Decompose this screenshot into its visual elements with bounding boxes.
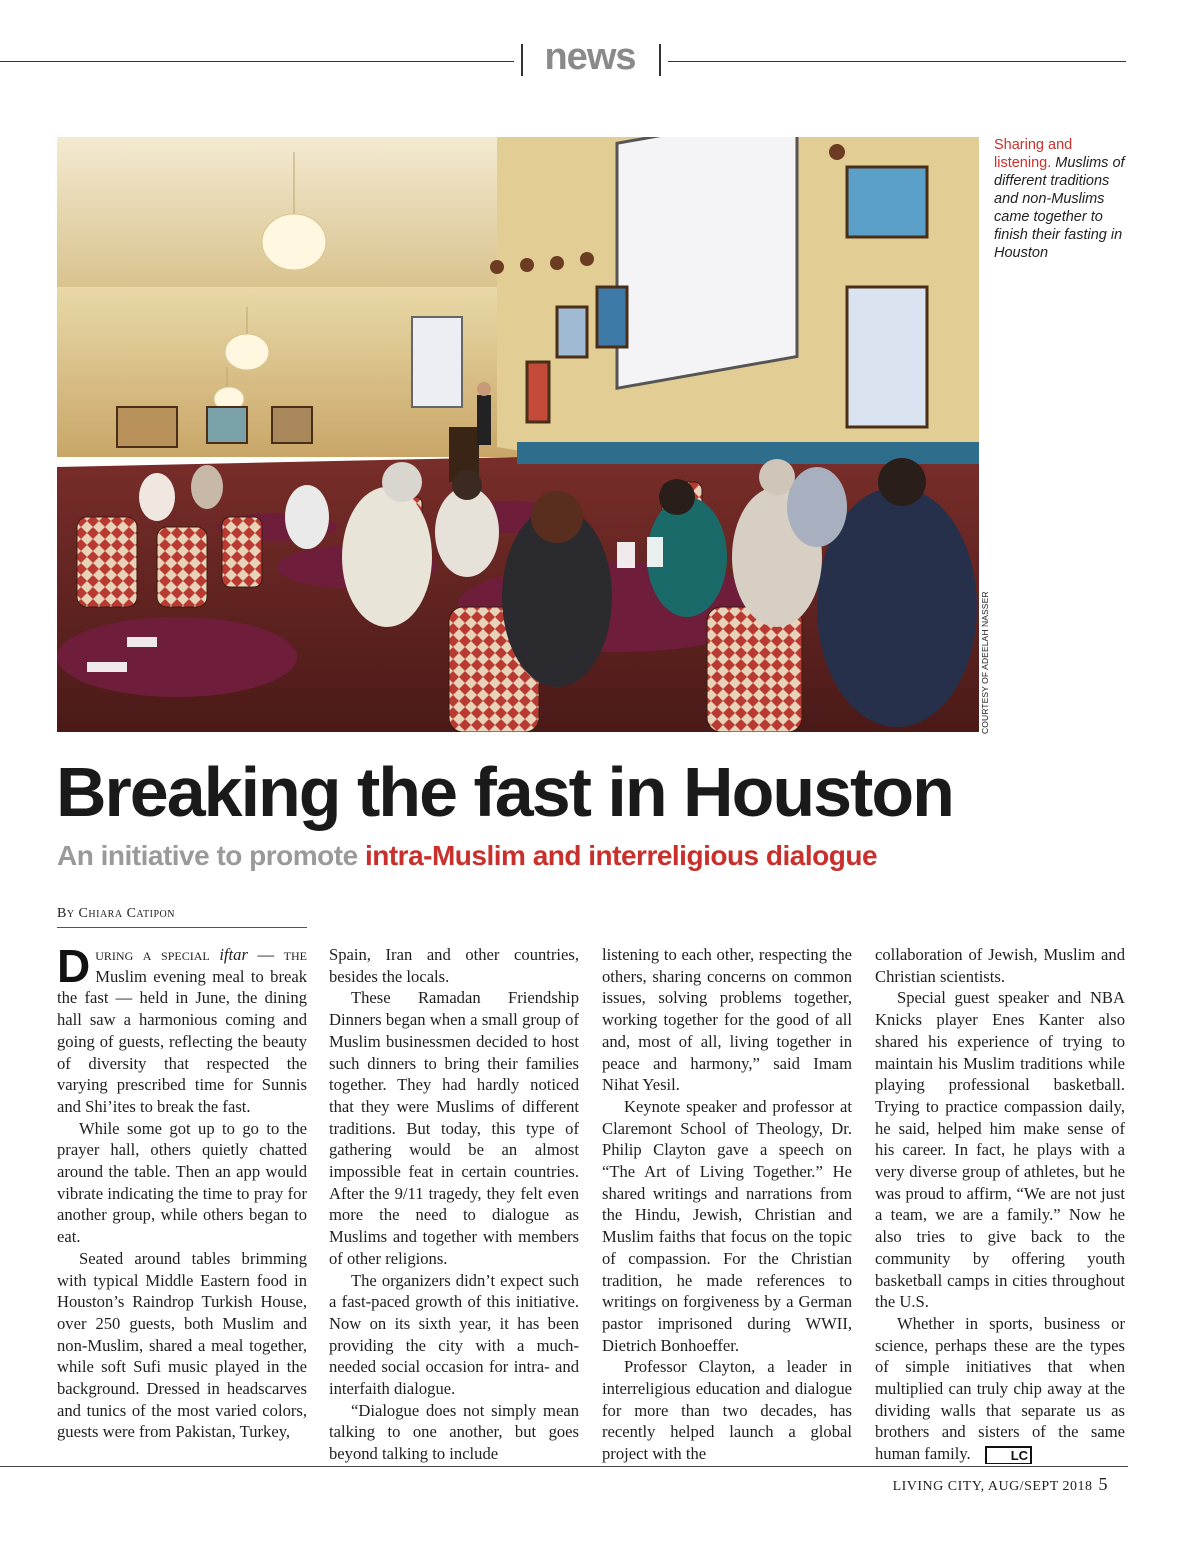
- article-deck: [57, 840, 1157, 872]
- banquet-photo: [57, 137, 979, 732]
- article-column-1: [57, 944, 307, 1464]
- deck-red: intra-Muslim and interreligious dialogue: [364, 840, 878, 871]
- article-column-2: [329, 944, 579, 1464]
- photo-caption: [994, 136, 1129, 262]
- article-column-4: [875, 944, 1125, 1464]
- paragraph-8: Professor Clayton, a leader in interreligious education and dialogue for more than two decades, has recently helped launch a global project with the: [602, 1357, 852, 1464]
- section-tick-left: [521, 44, 523, 76]
- paragraph-4: These Ramadan Friendship Dinners began when a small group of Muslim businessmen decided to host such dinners to bring their families together. They had hardly noticed that they were Muslims of different traditions. But today, this type of gathering would be an almost impossible feat in certain countries. After the 9/11 tragedy, they felt even more the need to dialogue as Muslims and together with members of other religions.: [329, 988, 579, 1268]
- section-rule-right: [668, 61, 1126, 62]
- publication-name: LIVING CITY, AUG/SEPT 2018: [892, 1479, 1093, 1494]
- caption-body: Muslims of different traditions and non-Muslims came together to finish their fasting in Houston: [994, 155, 1125, 261]
- paragraph-5: The organizers didn’t expect such a fast-paced growth of this initiative. Now on its sixth year, it has been providing the city with a much-needed social occasion for intra- and interfaith dialogue.: [329, 1270, 579, 1399]
- paragraph-6-cont: listening to each other, respecting the others, sharing concerns on common issues, solving problems together, working together for the good of all and, most of all, living together in peace and harmony,” said Imam Nihat Yesil.: [602, 945, 852, 1095]
- section-rule-left: [0, 61, 514, 62]
- drop-cap: D: [57, 944, 91, 992]
- footer-rule: [0, 1466, 1128, 1467]
- paragraph-2: While some got up to go to the prayer hall, others quietly chatted around the table. Then an app would vibrate indicating the time to pray for another group, while others began to eat.: [57, 1118, 307, 1247]
- folio: [893, 1474, 1108, 1495]
- section-tick-right: [659, 44, 661, 76]
- article-headline: Breaking the fast in Houston: [56, 753, 953, 831]
- photo-credit: COURTESY OF ADEELAH NASSER: [980, 591, 990, 734]
- paragraph-6: “Dialogue does not simply mean talking to one another, but goes beyond talking to include: [329, 1400, 579, 1464]
- caption-lead: Sharing and listening.: [994, 137, 1073, 171]
- paragraph-7: Keynote speaker and professor at Claremont School of Theology, Dr. Philip Clayton gave a speech on “The Art of Living Together.” He shared writings and narrations from the Hindu, Jewish, Christian and Muslim faiths that focus on the topic of compassion. For the Christian tradition, he made references to writings on forgiveness by a German pastor imprisoned during WWII, Dietrich Bonhoeffer.: [602, 1096, 852, 1355]
- end-mark-logo: LC: [985, 1446, 1032, 1464]
- page-number: 5: [1098, 1474, 1108, 1494]
- banquet-photo-illustration: [57, 137, 979, 732]
- paragraph-1: During a special iftar — the Muslim evening meal to break the fast — held in June, the dining hall saw a harmonious coming and going of guests, reflecting the beauty of diversity that respected the varying prescribed time for Sunnis and Shi’ites to break the fast.: [57, 944, 307, 1116]
- paragraph-9: Special guest speaker and NBA Knicks player Enes Kanter also shared his experience of trying to maintain his Muslim traditions while playing professional basketball. Trying to practice compassion daily, he said, helped him make sense of his career. In fact, he plays with a very diverse group of athletes, but he was proud to affirm, “We are not just a team, we are a family.” Now he also tries to give back to the community by offering youth basketball camps in cities throughout the U.S.: [875, 988, 1125, 1312]
- paragraph-3-cont: Spain, Iran and other countries, besides the locals.: [329, 945, 579, 986]
- paragraph-3: Seated around tables brimming with typical Middle Eastern food in Houston’s Raindrop Turkish House, over 250 guests, both Muslim and non-Muslim, shared a meal together, while soft Sufi music played in the background. Dressed in headscarves and tunics of the most varied colors, guests were from Pakistan, Turkey,: [57, 1248, 307, 1442]
- deck-grey: An initiative to promote: [57, 840, 358, 871]
- article-column-3: [602, 944, 852, 1464]
- section-label: news: [544, 36, 636, 78]
- paragraph-8-cont: collaboration of Jewish, Muslim and Christian scientists.: [875, 945, 1125, 986]
- paragraph-10: Whether in sports, business or science, perhaps these are the types of simple initiatives that when multiplied can truly chip away at the dividing walls that separate us as brothers and sisters of the same human family. LC: [875, 1313, 1125, 1464]
- byline: By Chiara Catipon: [57, 906, 307, 928]
